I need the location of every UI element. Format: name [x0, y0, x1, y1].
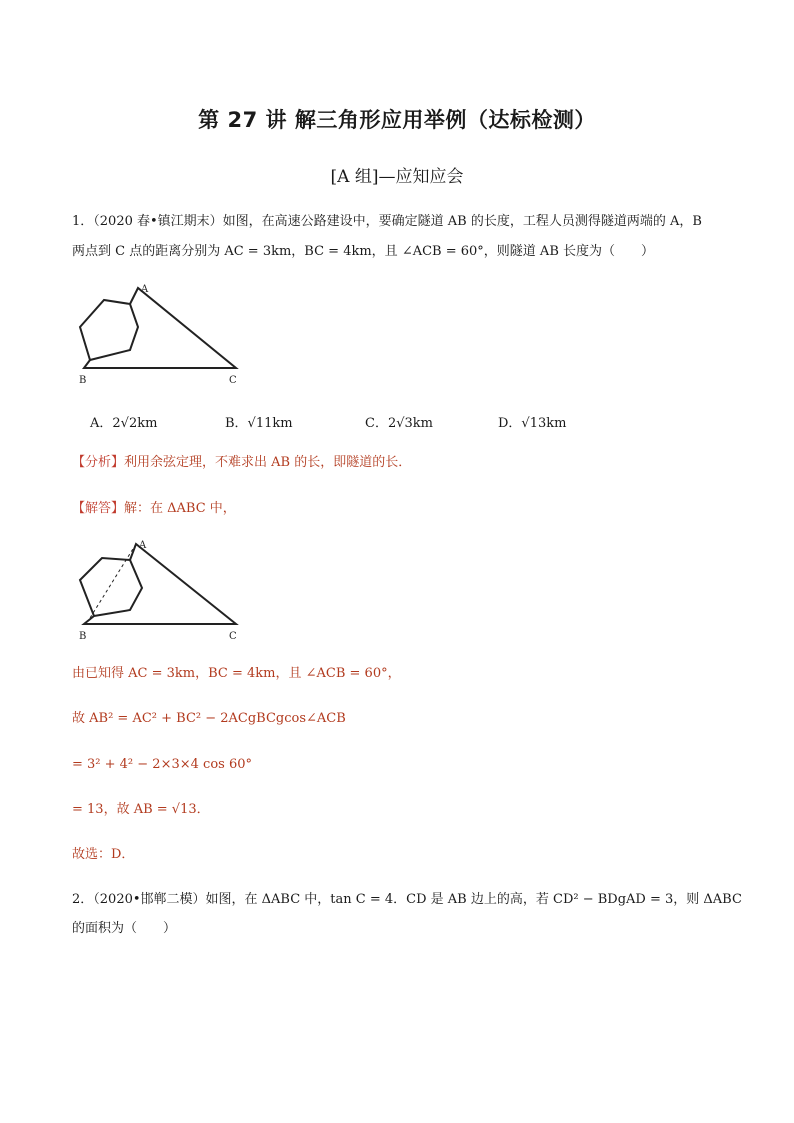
label-c: C	[229, 375, 237, 386]
label-a: A	[139, 540, 147, 551]
answer-text: 解：在 ΔABC 中，	[124, 501, 236, 516]
q1-text-line1: 1．（2020 春•镇江期末）如图，在高速公路建设中，要确定隧道 AB 的长度，工程人员测得隧道两端的 A，B	[72, 214, 702, 229]
answer-figure	[72, 538, 252, 648]
analysis-text: 利用余弦定理，不难求出 AB 的长，即隧道的长．	[124, 455, 412, 470]
tunnel-hill-shape	[80, 558, 142, 616]
q2-text-line1: 2．（2020•邯郸二模）如图，在 ΔABC 中，tan C = 4．CD 是 AB 边上的高，若 CD² − BDgAD = 3，则 ΔABC	[72, 892, 742, 907]
answer-step3: = 13，故 AB = √13．	[72, 802, 210, 817]
tunnel-hill-shape	[80, 300, 138, 360]
q1-choice-c[interactable]: C．2√3km	[365, 416, 433, 431]
label-b: B	[79, 375, 87, 386]
q1-figure	[72, 282, 252, 392]
q1-choice-b[interactable]: B．√11km	[225, 416, 293, 431]
triangle-abc	[84, 544, 236, 624]
label-c: C	[229, 631, 237, 642]
label-b: B	[79, 631, 87, 642]
q1-choice-a[interactable]: A．2√2km	[90, 416, 158, 431]
page-title: 第 27 讲 解三角形应用举例（达标检测）	[198, 108, 596, 132]
q1-text-line2: 两点到 C 点的距离分别为 AC = 3km，BC = 4km，且 ∠ACB = 60°，则隧道 AB 长度为（ ）	[72, 244, 655, 259]
answer-step1: 故 AB² = AC² + BC² − 2ACgBCgcos∠ACB	[72, 711, 346, 726]
analysis-tag: 【分析】	[72, 455, 125, 470]
label-a: A	[141, 284, 149, 295]
q2-text-line2: 的面积为（ ）	[72, 921, 177, 936]
analysis-line	[72, 454, 411, 472]
section-subtitle: [A 组]—应知应会	[330, 167, 464, 187]
answer-step2: = 3² + 4² − 2×3×4 cos 60°	[72, 757, 252, 772]
answer-given: 由已知得 AC = 3km，BC = 4km，且 ∠ACB = 60°，	[72, 666, 401, 681]
answer-tag: 【解答】	[72, 501, 125, 516]
answer-line	[72, 500, 236, 518]
dashed-segment-ab	[90, 544, 136, 618]
q1-choice-d[interactable]: D．√13km	[498, 416, 567, 431]
answer-select: 故选：D．	[72, 847, 135, 862]
